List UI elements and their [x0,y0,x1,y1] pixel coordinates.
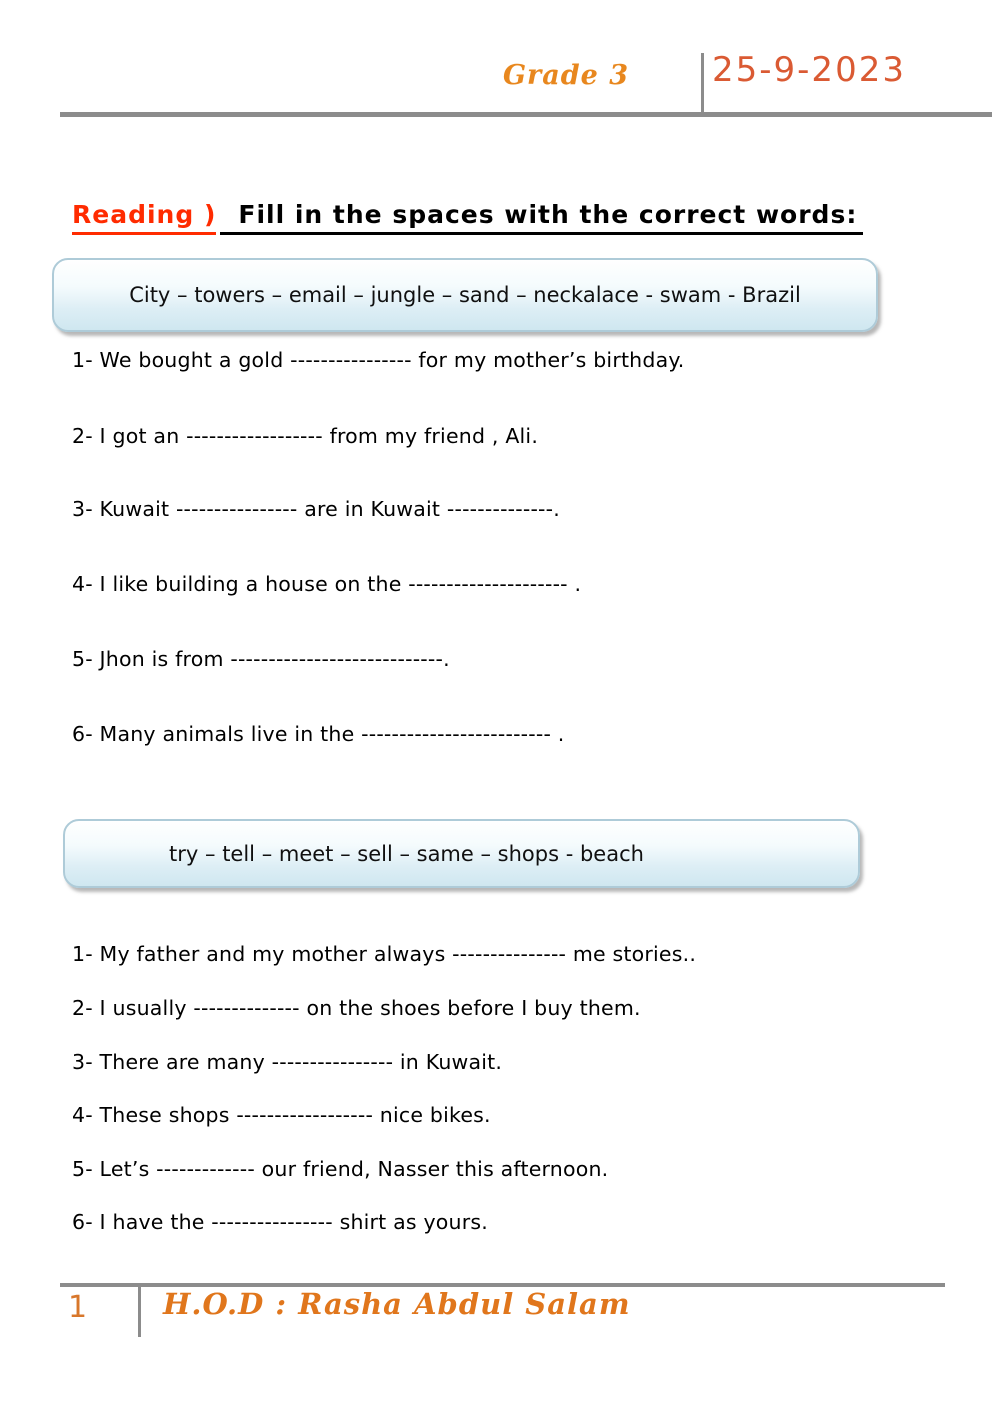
sentence: 1- My father and my mother always --------------- me stories.. [72,942,697,966]
sentence: 6- I have the ---------------- shirt as yours. [72,1210,488,1234]
word-bank-1-words: City – towers – email – jungle – sand – neckalace - swam - Brazil [129,283,801,307]
section-title [72,200,863,235]
word-bank-box-1 [52,258,878,332]
sentence: 4- These shops ------------------ nice bikes. [72,1103,491,1127]
sentence: 3- There are many ---------------- in Kuwait. [72,1050,503,1074]
sentence: 2- I got an ------------------ from my friend , Ali. [72,424,539,448]
hod-signature: H.O.D : Rasha Abdul Salam [163,1287,631,1321]
date-label: 25-9-2023 [712,50,906,90]
sentence: 3- Kuwait ---------------- are in Kuwait --------------. [72,497,560,521]
sentence: 5- Jhon is from ----------------------------. [72,647,450,671]
sentence: 5- Let’s ------------- our friend, Nasser this afternoon. [72,1157,609,1181]
page-number: 1 [68,1290,88,1325]
sentence: 6- Many animals live in the ------------------------- . [72,722,565,746]
header-rule-line [60,112,992,117]
sentence: 4- I like building a house on the --------------------- . [72,572,582,596]
reading-label: Reading ) [72,200,216,235]
word-bank-box-2 [63,819,860,888]
footer-divider-line [138,1285,141,1337]
sentence: 2- I usually -------------- on the shoes before I buy them. [72,996,641,1020]
word-bank-2-words: try – tell – meet – sell – same – shops - beach [169,841,644,866]
header-divider-line [701,53,704,115]
instruction-label: Fill in the spaces with the correct words: [220,200,863,235]
grade-label: Grade 3 [503,60,630,91]
sentence: 1- We bought a gold ---------------- for my mother’s birthday. [72,348,685,372]
